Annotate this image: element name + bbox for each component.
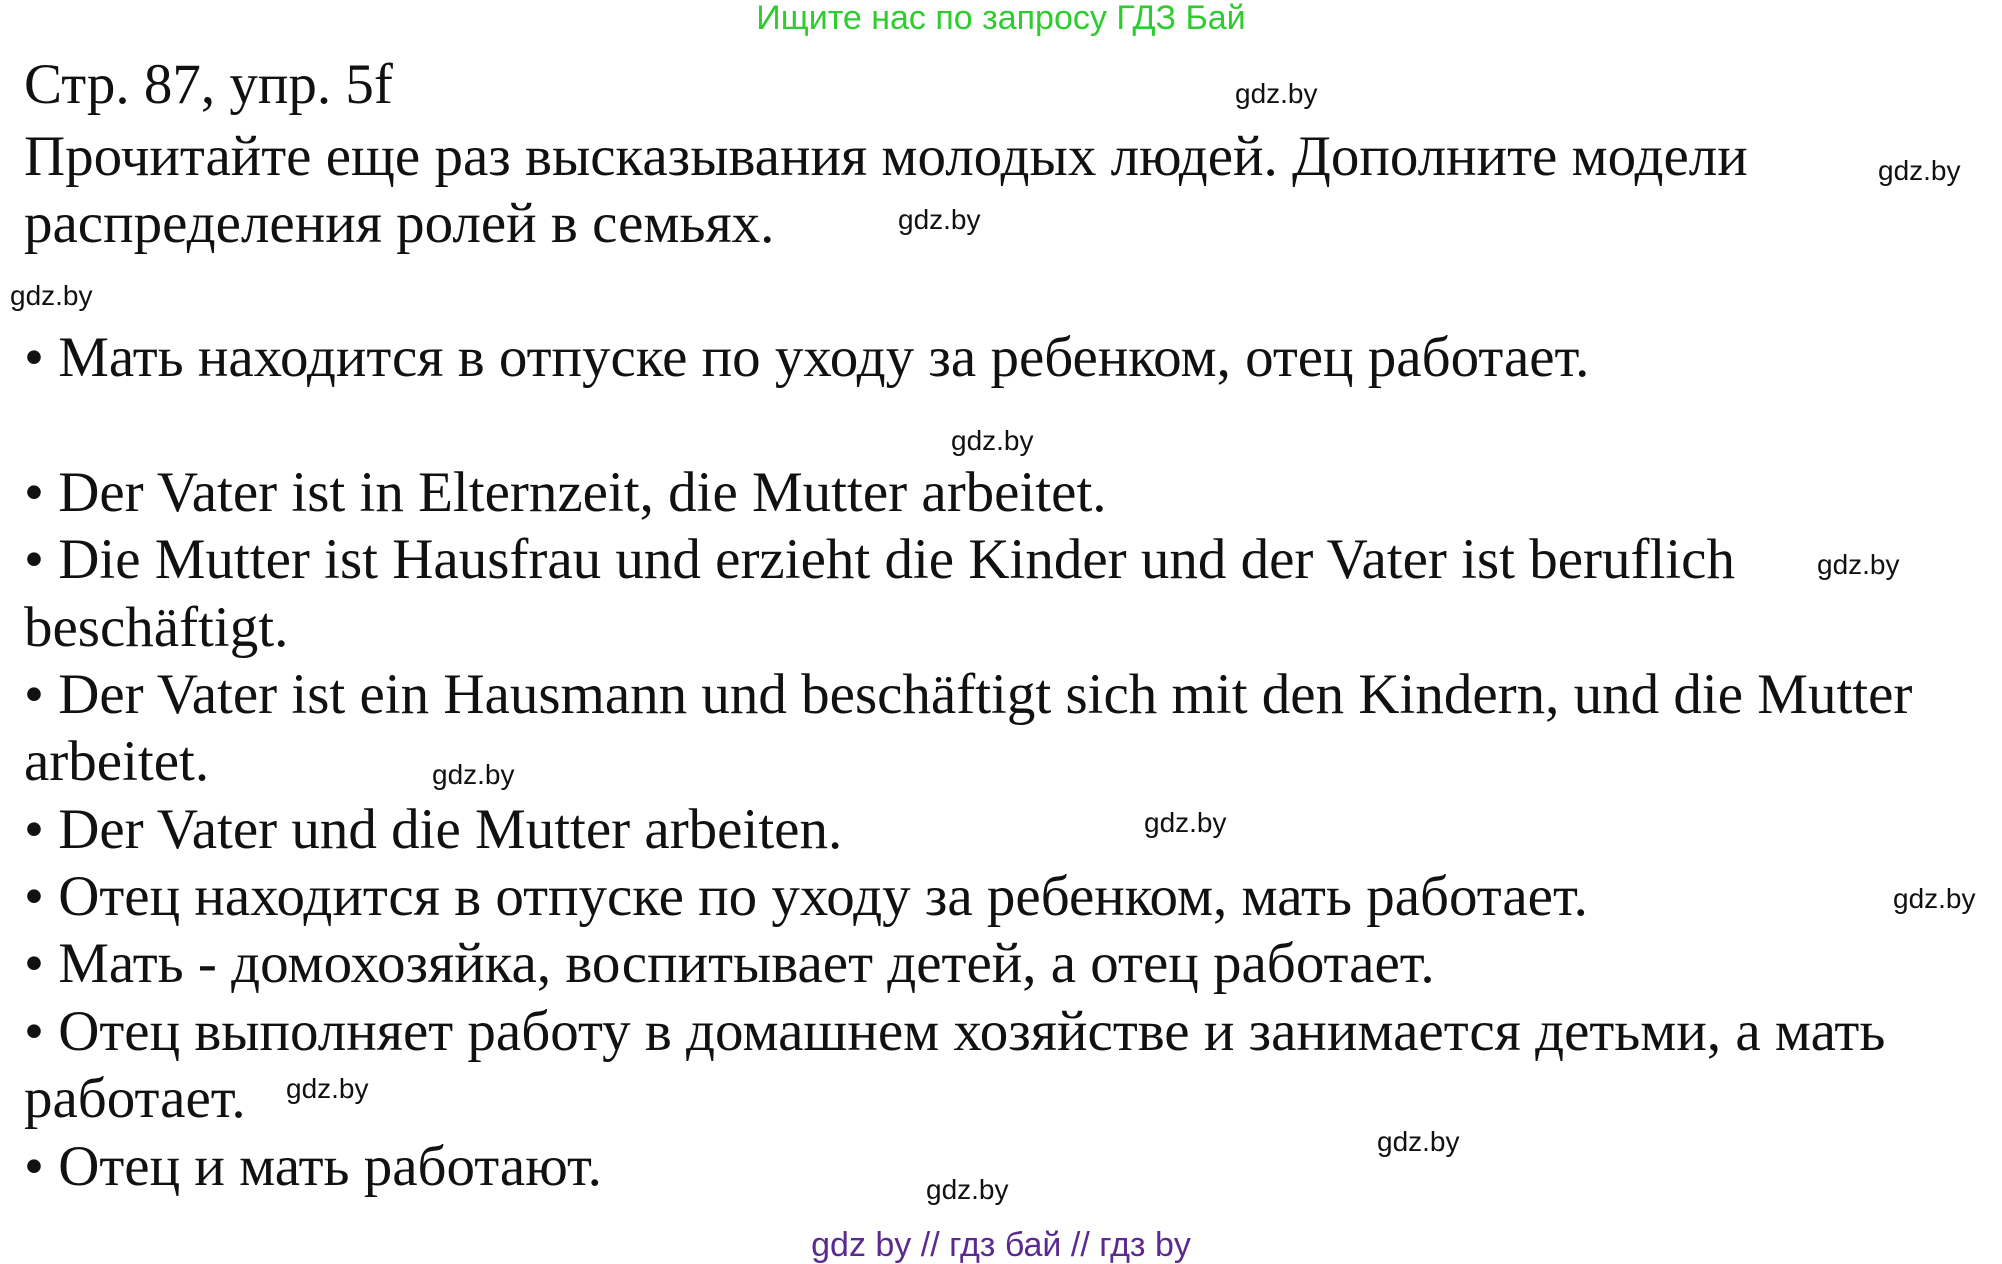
list-item: • Отец и мать работают. [24,1135,602,1198]
watermark: gdz.by [951,425,1034,456]
list-item: • Die Mutter ist Hausfrau und erzieht die Kinder und der Vater ist beruflich [24,528,1735,591]
list-item: • Der Vater ist in Elternzeit, die Mutter arbeitet. [24,461,1107,524]
watermark: gdz.by [1235,78,1318,109]
list-item: • Мать находится в отпуске по уходу за ребенком, отец работает. [24,326,1590,389]
watermark: gdz.by [10,280,93,311]
instruction-line-1: Прочитайте еще раз высказывания молодых людей. Дополните модели [24,125,1748,188]
watermark: gdz.by [1817,549,1900,580]
list-item-continuation: arbeitet. [24,730,210,793]
footer-links: gdz by // гдз бай // гдз by [811,1226,1191,1264]
list-item: • Мать - домохозяйка, воспитывает детей, а отец работает. [24,932,1435,995]
list-item: • Отец находится в отпуске по уходу за ребенком, мать работает. [24,865,1588,928]
list-item: • Der Vater ist ein Hausmann und beschäftigt sich mit den Kindern, und die Mutter [24,663,1913,726]
watermark: gdz.by [898,204,981,235]
watermark: gdz.by [286,1073,369,1104]
watermark: gdz.by [926,1174,1009,1205]
watermark: gdz.by [1377,1126,1460,1157]
list-item: • Отец выполняет работу в домашнем хозяйстве и занимается детьми, а мать [24,1000,1886,1063]
list-item: • Der Vater und die Mutter arbeiten. [24,798,843,861]
search-banner: Ищите нас по запросу ГДЗ Бай [756,0,1246,37]
exercise-heading: Стр. 87, упр. 5f [24,53,393,116]
watermark: gdz.by [1144,807,1227,838]
instruction-line-2: распределения ролей в семьях. [24,192,775,255]
list-item-continuation: работает. [24,1067,246,1130]
list-item-continuation: beschäftigt. [24,596,289,659]
watermark: gdz.by [1893,883,1976,914]
watermark: gdz.by [1878,155,1961,186]
watermark: gdz.by [432,759,515,790]
